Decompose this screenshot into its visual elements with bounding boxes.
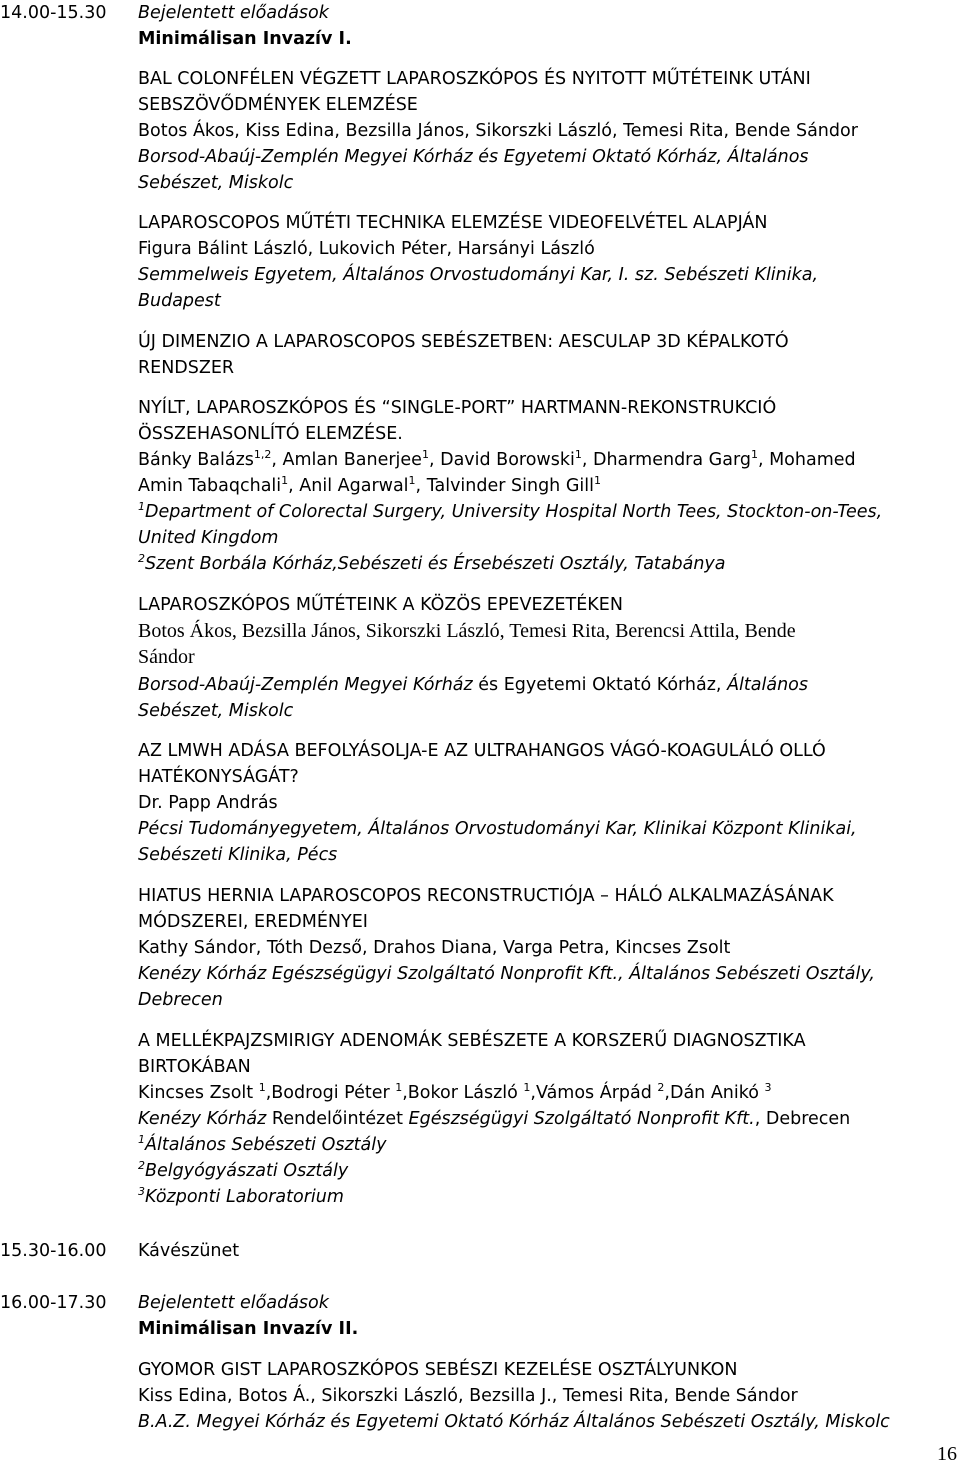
talk6-title-line1: AZ LMWH ADÁSA BEFOLYÁSOLJA-E AZ ULTRAHANGOS VÁGÓ-KOAGULÁLÓ OLLÓ (138, 741, 826, 761)
talk4-authors-line1: Bánky Balázs$^{1,2}$, Amlan Banerjee$^1$, David Borowski$^1$, Dharmendra Garg$^1$, Mohamed (138, 448, 856, 470)
affiliation-number: 1 (138, 1133, 145, 1146)
talk2-affiliation-line2: Budapest (138, 291, 221, 311)
talk4-title-line2: ÖSSZEHASONLÍTÓ ELEMZÉSE. (138, 424, 403, 444)
talk4-affiliation2: $^2$Szent Borbála Kórház,Sebészeti és Érsebészeti Osztály, Tatabánya (138, 552, 726, 574)
talk5-affiliation-line1: Borsod-Abaúj-Zemplén Megyei Kórház és Egyetemi Oktató Kórház, Általános (138, 675, 808, 695)
author-sup: 1 (421, 448, 429, 461)
author-sup: 3 (764, 1081, 772, 1094)
session2-title: Minimálisan Invazív II. (138, 1319, 359, 1339)
break-time: 15.30-16.00 (0, 1241, 107, 1261)
author-name: Kincses Zsolt (138, 1083, 259, 1103)
author-sup: 1 (523, 1081, 531, 1094)
talk-s2-authors: Kiss Edina, Botos Á., Sikorszki László, Bezsilla J., Temesi Rita, Bende Sándor (138, 1386, 798, 1406)
author-name: Mohamed (769, 450, 856, 470)
affiliation-number: 1 (138, 500, 145, 513)
talk8-dept-1: $^1$Általános Sebészeti Osztály (138, 1133, 387, 1155)
talk1-title-line2: SEBSZÖVŐDMÉNYEK ELEMZÉSE (138, 95, 418, 115)
talk4-title-line1: NYÍLT, LAPAROSZKÓPOS ÉS “SINGLE-PORT” HARTMANN-REKONSTRUKCIÓ (138, 398, 777, 418)
talk8-title-line2: BIRTOKÁBAN (138, 1057, 251, 1077)
talk-s2-title: GYOMOR GIST LAPAROSZKÓPOS SEBÉSZI KEZELÉSE OSZTÁLYUNKON (138, 1360, 738, 1380)
talk1-title-line1: BAL COLONFÉLEN VÉGZETT LAPAROSZKÓPOS ÉS NYITOTT MŰTÉTEINK UTÁNI (138, 69, 811, 89)
session1-heading: Bejelentett előadások (138, 3, 329, 23)
talk1-authors: Botos Ákos, Kiss Edina, Bezsilla János, Sikorszki László, Temesi Rita, Bende Sándor (138, 121, 858, 141)
talk6-authors: Dr. Papp András (138, 793, 278, 813)
talk8-authors (138, 1080, 772, 1106)
break-label: Kávészünet (138, 1241, 240, 1261)
talk1-affiliation-line1: Borsod-Abaúj-Zemplén Megyei Kórház és Egyetemi Oktató Kórház, Általános (138, 147, 809, 167)
talk3-title-line2: RENDSZER (138, 358, 235, 378)
session1-time: 14.00-15.30 (0, 3, 107, 23)
talk2-authors: Figura Bálint László, Lukovich Péter, Harsányi László (138, 239, 595, 259)
affiliation-number: 2 (138, 1159, 145, 1172)
author-name: Dharmendra Garg (592, 450, 751, 470)
talk1-affiliation-line2: Sebészet, Miskolc (138, 173, 294, 193)
author-name: Anil Agarwal (299, 476, 409, 496)
author-name: ,Dán Anikó (664, 1083, 765, 1103)
author-sup: 1 (750, 448, 758, 461)
session2-heading: Bejelentett előadások (138, 1293, 329, 1313)
affiliation-number: 2 (138, 552, 145, 565)
talk8-dept-3: $^3$Központi Laboratorium (138, 1185, 344, 1207)
author-sup: 1 (395, 1081, 403, 1094)
talk8-dept-2: $^2$Belgyógyászati Osztály (138, 1159, 349, 1181)
talk5-title: LAPAROSZKÓPOS MŰTÉTEINK A KÖZÖS EPEVEZETÉKEN (138, 595, 623, 615)
author-name: Talvinder Singh Gill (426, 476, 594, 496)
author-sup: 1 (408, 474, 416, 487)
talk7-authors: Kathy Sándor, Tóth Dezső, Drahos Diana, Varga Petra, Kincses Zsolt (138, 938, 731, 958)
talk7-affiliation-line1: Kenézy Kórház Egészségügyi Szolgáltató Nonprofit Kft., Általános Sebészeti Osztály, (138, 964, 875, 984)
talk6-affiliation-line1: Pécsi Tudományegyetem, Általános Orvostudományi Kar, Klinikai Központ Klinikai, (138, 819, 857, 839)
affiliation-number: 3 (138, 1185, 145, 1198)
talk3-title-line1: ÚJ DIMENZIO A LAPAROSCOPOS SEBÉSZETBEN: AESCULAP 3D KÉPALKOTÓ (138, 332, 789, 352)
talk4-affiliation1-line2: United Kingdom (138, 528, 279, 548)
author-name: ,Bokor László (402, 1083, 524, 1103)
session2-time: 16.00-17.30 (0, 1293, 107, 1313)
talk6-title-line2: HATÉKONYSÁGÁT? (138, 767, 299, 787)
talk8-affiliation: Kenézy Kórház Rendelőintézet Egészségügyi Szolgáltató Nonprofit Kft., Debrecen (138, 1109, 851, 1129)
talk2-affiliation-line1: Semmelweis Egyetem, Általános Orvostudományi Kar, I. sz. Sebészeti Klinika, (138, 265, 819, 285)
talk6-affiliation-line2: Sebészeti Klinika, Pécs (138, 845, 338, 865)
session1-title: Minimálisan Invazív I. (138, 29, 352, 49)
author-sup: 2 (657, 1081, 665, 1094)
talk-s2-affiliation: B.A.Z. Megyei Kórház és Egyetemi Oktató Kórház Általános Sebészeti Osztály, Miskolc (138, 1412, 890, 1432)
talk5-affiliation-line2: Sebészet, Miskolc (138, 701, 294, 721)
author-sup: 1 (281, 474, 289, 487)
author-sup: 1 (574, 448, 582, 461)
author-sup: 1 (258, 1081, 266, 1094)
talk7-affiliation-line2: Debrecen (138, 990, 223, 1010)
talk7-title-line2: MÓDSZEREI, EREDMÉNYEI (138, 912, 368, 932)
talk8-title-line1: A MELLÉKPAJZSMIRIGY ADENOMÁK SEBÉSZETE A KORSZERŰ DIAGNOSZTIKA (138, 1031, 806, 1051)
author-name: Amin Tabaqchali (138, 476, 282, 496)
author-name: Bánky Balázs (138, 450, 254, 470)
talk4-authors-line2: Amin Tabaqchali$^1$, Anil Agarwal$^1$, Talvinder Singh Gill$^1$ (138, 474, 601, 496)
talk5-authors-line1: Botos Ákos, Bezsilla János, Sikorszki László, Temesi Rita, Berencsi Attila, Bende (138, 620, 796, 642)
author-name: ,Bodrogi Péter (265, 1083, 396, 1103)
author-sup: 1,2 (253, 448, 272, 461)
page-number: 16 (937, 1443, 957, 1465)
author-name: ,Vámos Árpád (530, 1083, 658, 1103)
talk2-title: LAPAROSCOPOS MŰTÉTI TECHNIKA ELEMZÉSE VIDEOFELVÉTEL ALAPJÁN (138, 213, 768, 233)
author-name: David Borowski (440, 450, 575, 470)
talk5-authors-line2: Sándor (138, 646, 195, 668)
talk4-affiliation1-line1: $^1$Department of Colorectal Surgery, University Hospital North Tees, Stockton-on-Tees, (138, 500, 883, 522)
talk7-title-line1: HIATUS HERNIA LAPAROSCOPOS RECONSTRUCTIÓJA – HÁLÓ ALKALMAZÁSÁNAK (138, 886, 834, 906)
author-name: Amlan Banerjee (282, 450, 422, 470)
author-sup: 1 (593, 474, 601, 487)
